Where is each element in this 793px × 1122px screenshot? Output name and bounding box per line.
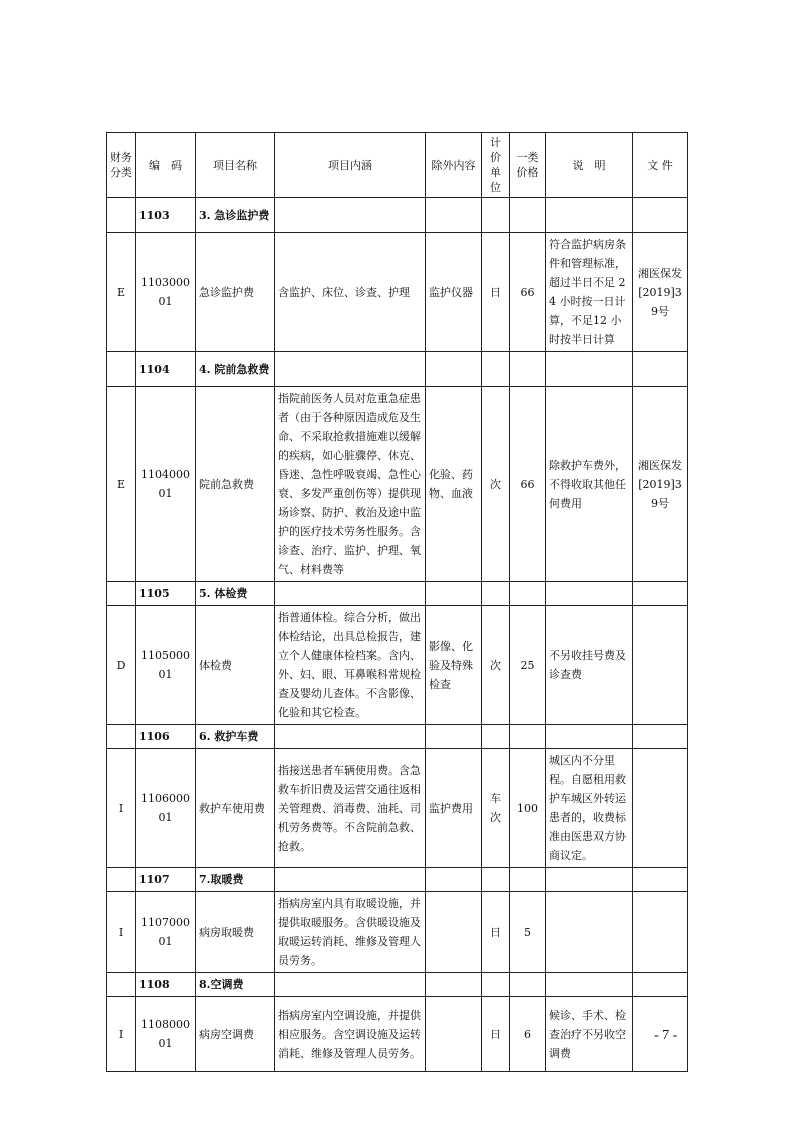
item-category: I [107,892,136,973]
item-category: D [107,606,136,725]
section-title: 7.取暖费 [196,868,275,892]
section-row [107,352,688,387]
item-code: 110300001 [136,233,196,352]
item-notes: 符合监护病房条件和管理标准，超过半日不足 24 小时按一日计算，不足12 小时按半日计算 [546,233,633,352]
section-empty-cell [107,973,136,997]
section-code: 1104 [136,352,196,387]
item-category: I [107,749,136,868]
item-code: 110600001 [136,749,196,868]
header-code: 编 码 [136,133,196,198]
section-empty-cell [107,198,136,233]
item-notes [546,892,633,973]
item-document [633,749,688,868]
item-row [107,749,688,868]
item-content: 指院前医务人员对危重急症患者（由于各种原因造成危及生命、不采取抢救措施难以缓解的疾病，如心脏骤停、休克、昏迷、急性呼吸衰竭、急性心衰、多发严重创伤等）提供现场诊察、防护、救治及途中监护的医疗技术劳务性服务。含诊查、治疗、监护、护理、氧气、材料费等 [275,387,426,582]
section-title: 5. 体检费 [196,582,275,606]
item-exclusions [426,997,482,1072]
section-empty-cell [107,725,136,749]
item-price: 66 [510,387,546,582]
item-content: 指接送患者车辆使用费。含急救车折旧费及运营交通往返相关管理费、消毒费、油耗、司机劳务费等。不含院前急救、抢救。 [275,749,426,868]
section-title: 8.空调费 [196,973,275,997]
item-notes: 不另收挂号费及诊查费 [546,606,633,725]
item-unit: 日 [482,892,510,973]
item-code: 110800001 [136,997,196,1072]
item-row [107,892,688,973]
section-empty-cell [107,582,136,606]
item-name: 病房空调费 [196,997,275,1072]
item-content: 指病房室内具有取暖设施，并提供取暖服务。含供暖设施及取暖运转消耗、维修及管理人员劳务。 [275,892,426,973]
item-price: 100 [510,749,546,868]
section-title: 6. 救护车费 [196,725,275,749]
item-row [107,387,688,582]
item-exclusions: 影像、化验及特殊检查 [426,606,482,725]
section-code: 1108 [136,973,196,997]
item-exclusions [426,892,482,973]
item-name: 病房取暖费 [196,892,275,973]
header-notes: 说 明 [546,133,633,198]
page-number: - 7 - [654,1028,678,1043]
item-content: 含监护、床位、诊查、护理 [275,233,426,352]
item-code: 110400001 [136,387,196,582]
item-name: 体检费 [196,606,275,725]
item-code: 110700001 [136,892,196,973]
item-unit: 次 [482,606,510,725]
section-code: 1105 [136,582,196,606]
item-name: 救护车使用费 [196,749,275,868]
section-code: 1106 [136,725,196,749]
section-row [107,582,688,606]
item-name: 院前急救费 [196,387,275,582]
header-document: 文 件 [633,133,688,198]
header-finance-category: 财务分类 [107,133,136,198]
item-category: E [107,233,136,352]
section-code: 1107 [136,868,196,892]
item-price: 5 [510,892,546,973]
item-unit: 日 [482,233,510,352]
item-content: 指病房室内空调设施，并提供相应服务。含空调设施及运转消耗、维修及管理人员劳务。 [275,997,426,1072]
section-row [107,973,688,997]
item-unit: 车次 [482,749,510,868]
item-row [107,606,688,725]
item-notes: 城区内不分里程。自愿租用救护车城区外转运患者的，收费标准由医患双方协商议定。 [546,749,633,868]
item-row [107,233,688,352]
item-code: 110500001 [136,606,196,725]
item-notes: 除救护车费外，不得收取其他任何费用 [546,387,633,582]
item-row [107,997,688,1072]
item-price: 25 [510,606,546,725]
header-price: 一类价格 [510,133,546,198]
item-unit: 日 [482,997,510,1072]
header-content: 项目内涵 [275,133,426,198]
item-content: 指普通体检。综合分析，做出体检结论，出具总检报告，建立个人健康体检档案。含内、外、妇、眼、耳鼻喉科常规检查及婴幼儿查体。不含影像、化验和其它检查。 [275,606,426,725]
header-unit: 计价单位 [482,133,510,198]
item-notes: 候诊、手术、检查治疗不另收空调费 [546,997,633,1072]
header-item-name: 项目名称 [196,133,275,198]
item-category: E [107,387,136,582]
item-exclusions: 监护费用 [426,749,482,868]
item-document [633,892,688,973]
section-title: 3. 急诊监护费 [196,198,275,233]
item-document: 湘医保发[2019]39号 [633,387,688,582]
item-price: 6 [510,997,546,1072]
section-empty-cell [107,352,136,387]
item-exclusions: 监护仪器 [426,233,482,352]
header-row [107,133,688,198]
item-exclusions: 化验、药物、血液 [426,387,482,582]
section-row [107,868,688,892]
section-code: 1103 [136,198,196,233]
item-price: 66 [510,233,546,352]
item-category: I [107,997,136,1072]
section-title: 4. 院前急救费 [196,352,275,387]
fee-schedule-table [106,132,688,1072]
item-document: 湘医保发[2019]39号 [633,233,688,352]
section-row [107,725,688,749]
item-name: 急诊监护费 [196,233,275,352]
item-document [633,606,688,725]
item-unit: 次 [482,387,510,582]
section-empty-cell [107,868,136,892]
section-row [107,198,688,233]
header-exclusions: 除外内容 [426,133,482,198]
